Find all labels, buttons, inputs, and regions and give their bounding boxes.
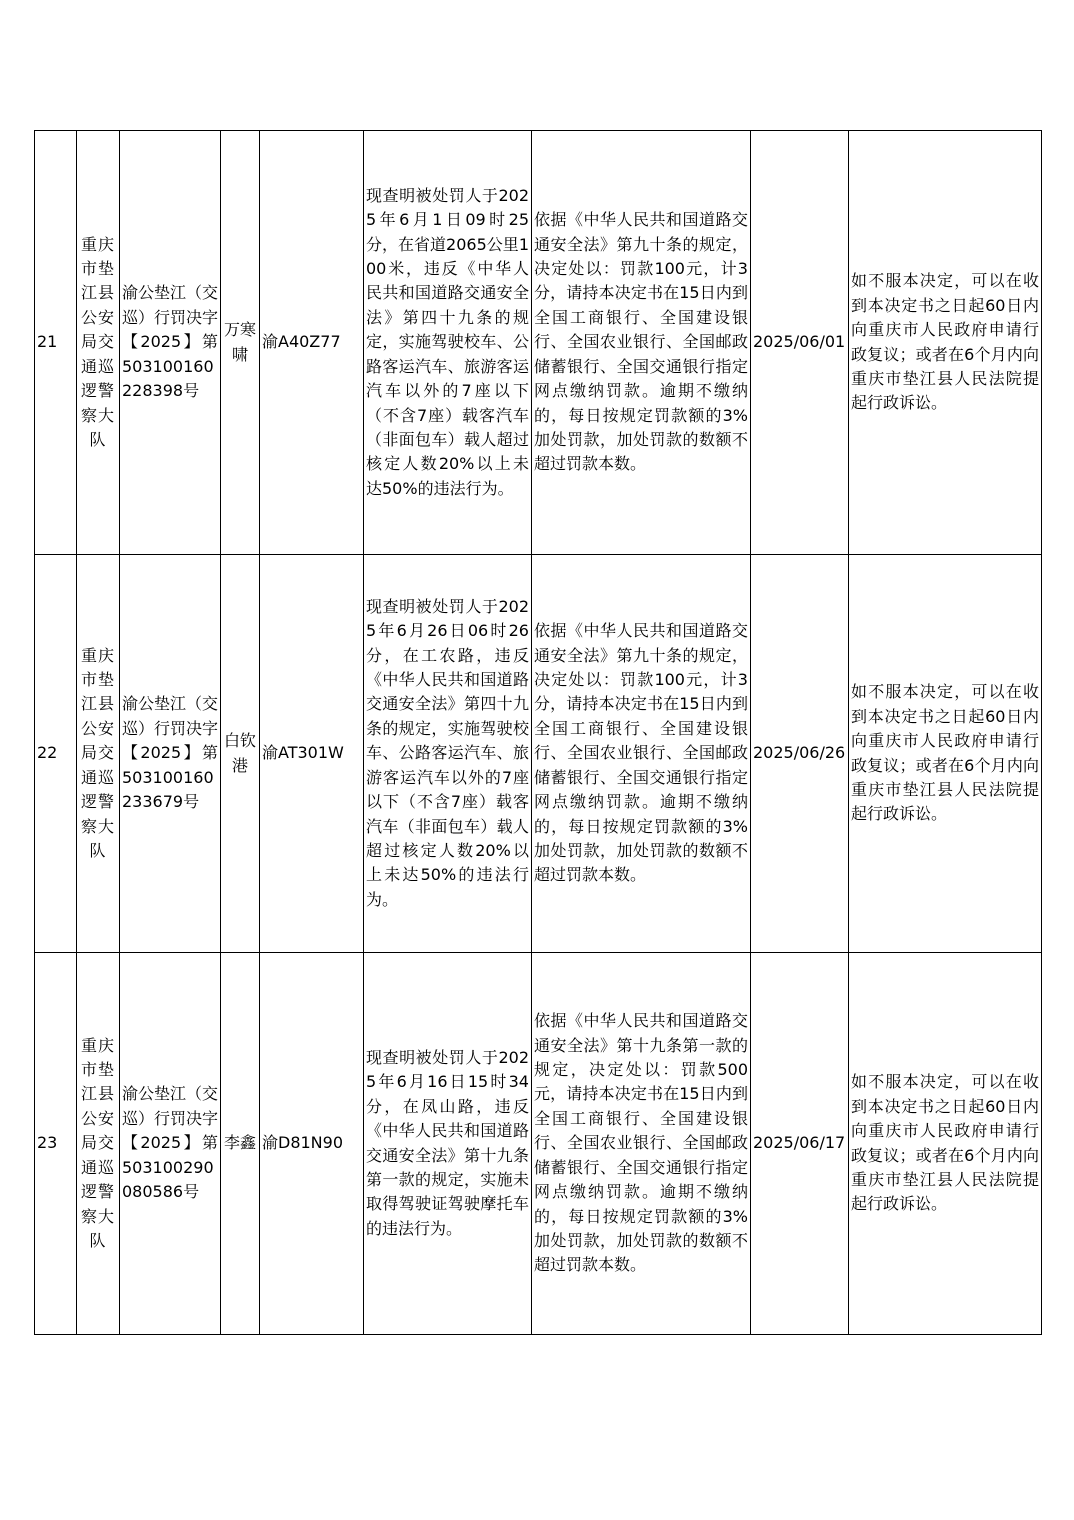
party-name: 白钦港 [221, 555, 260, 953]
decision-number: 渝公垫江（交巡）行罚决字【2025】第503100160233679号 [120, 555, 221, 953]
decision-number: 渝公垫江（交巡）行罚决字【2025】第503100290080586号 [120, 953, 221, 1335]
table-row [35, 131, 1042, 555]
row-number: 23 [35, 953, 77, 1335]
enforcement-unit: 重庆市垫江县公安局交通巡逻警察大队 [77, 953, 120, 1335]
penalty-basis: 依据《中华人民共和国道路交通安全法》第十九条第一款的规定，决定处以：罚款500元，请持本决定书在15日内到全国工商银行、全国建设银行、全国农业银行、全国邮政储蓄银行、全国交通银行指定网点缴纳罚款。逾期不缴纳的，每日按规定罚款额的3%加处罚款，加处罚款的数额不超过罚款本数。 [532, 953, 751, 1335]
penalty-basis: 依据《中华人民共和国道路交通安全法》第九十条的规定，决定处以：罚款100元，计3分，请持本决定书在15日内到全国工商银行、全国建设银行、全国农业银行、全国邮政储蓄银行、全国交通银行指定网点缴纳罚款。逾期不缴纳的，每日按规定罚款额的3%加处罚款，加处罚款的数额不超过罚款本数。 [532, 131, 751, 555]
table-row [35, 555, 1042, 953]
enforcement-unit: 重庆市垫江县公安局交通巡逻警察大队 [77, 131, 120, 555]
decision-date: 2025/06/26 [751, 555, 849, 953]
decision-date: 2025/06/01 [751, 131, 849, 555]
violation-facts: 现查明被处罚人于2025年6月1日09时25分，在省道2065公里100米，违反《中华人民共和国道路交通安全法》第四十九条的规定，实施驾驶校车、公路客运汽车、旅游客运汽车以外的7座以下（不含7座）载客汽车（非面包车）载人超过核定人数20%以上未达50%的违法行为。 [364, 131, 532, 555]
violation-facts: 现查明被处罚人于2025年6月16日15时34分，在凤山路，违反《中华人民共和国道路交通安全法》第十九条第一款的规定，实施未取得驾驶证驾驶摩托车的违法行为。 [364, 953, 532, 1335]
penalty-basis: 依据《中华人民共和国道路交通安全法》第九十条的规定，决定处以：罚款100元，计3分，请持本决定书在15日内到全国工商银行、全国建设银行、全国农业银行、全国邮政储蓄银行、全国交通银行指定网点缴纳罚款。逾期不缴纳的，每日按规定罚款额的3%加处罚款，加处罚款的数额不超过罚款本数。 [532, 555, 751, 953]
decision-date: 2025/06/17 [751, 953, 849, 1335]
row-number: 21 [35, 131, 77, 555]
violation-facts: 现查明被处罚人于2025年6月26日06时26分，在工农路，违反《中华人民共和国道路交通安全法》第四十九条的规定，实施驾驶校车、公路客运汽车、旅游客运汽车以外的7座以下（不含7座）载客汽车（非面包车）载人超过核定人数20%以上未达50%的违法行为。 [364, 555, 532, 953]
row-number: 22 [35, 555, 77, 953]
decision-number: 渝公垫江（交巡）行罚决字【2025】第503100160228398号 [120, 131, 221, 555]
party-name: 万寒啸 [221, 131, 260, 555]
plate-number: 渝D81N90 [260, 953, 364, 1335]
enforcement-unit: 重庆市垫江县公安局交通巡逻警察大队 [77, 555, 120, 953]
penalty-table [34, 130, 1042, 1335]
party-name: 李鑫 [221, 953, 260, 1335]
table-row [35, 953, 1042, 1335]
plate-number: 渝AT301W [260, 555, 364, 953]
remedy-notice: 如不服本决定，可以在收到本决定书之日起60日内向重庆市人民政府申请行政复议；或者在6个月内向重庆市垫江县人民法院提起行政诉讼。 [849, 555, 1042, 953]
plate-number: 渝A40Z77 [260, 131, 364, 555]
remedy-notice: 如不服本决定，可以在收到本决定书之日起60日内向重庆市人民政府申请行政复议；或者在6个月内向重庆市垫江县人民法院提起行政诉讼。 [849, 953, 1042, 1335]
remedy-notice: 如不服本决定，可以在收到本决定书之日起60日内向重庆市人民政府申请行政复议；或者在6个月内向重庆市垫江县人民法院提起行政诉讼。 [849, 131, 1042, 555]
